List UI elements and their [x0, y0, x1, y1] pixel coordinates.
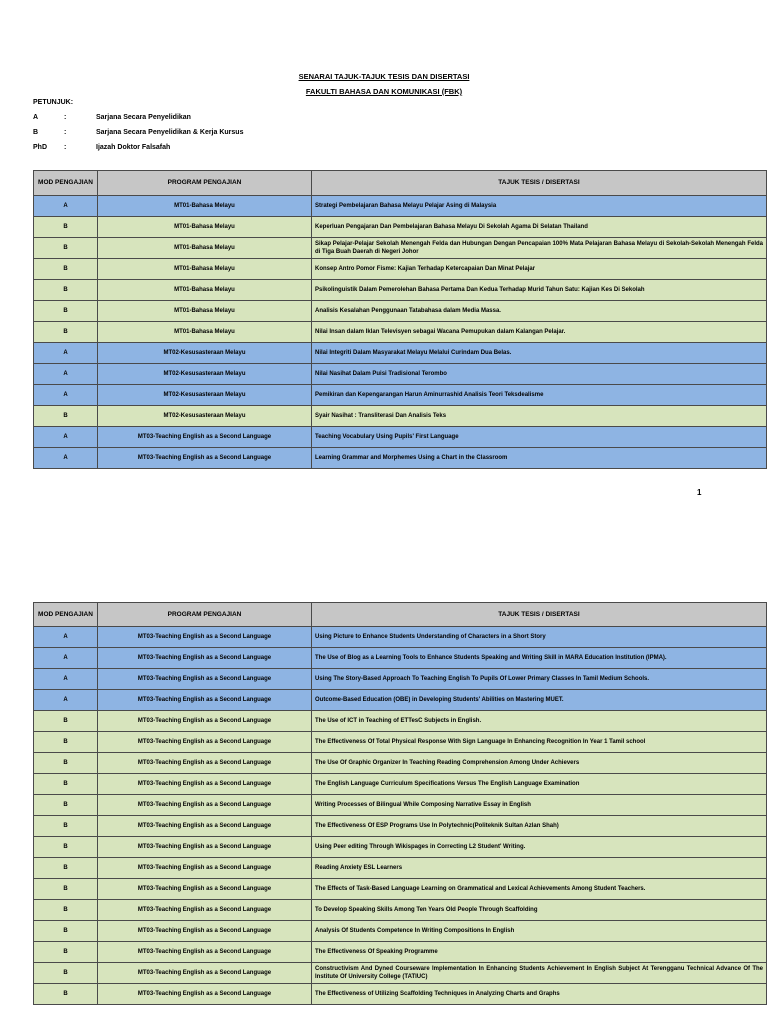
cell-title: Analisis Kesalahan Penggunaan Tatabahasa dalam Media Massa.: [312, 301, 767, 322]
cell-program: MT01-Bahasa Melayu: [98, 322, 312, 343]
cell-mod: A: [34, 343, 98, 364]
cell-title: The English Language Curriculum Specifications Versus The English Language Examination: [312, 774, 767, 795]
cell-program: MT01-Bahasa Melayu: [98, 196, 312, 217]
table-row: [34, 732, 767, 753]
cell-title: The Effectiveness Of ESP Programs Use In Polytechnic(Politeknik Sultan Azlan Shah): [312, 816, 767, 837]
cell-program: MT01-Bahasa Melayu: [98, 259, 312, 280]
table-row: [34, 280, 767, 301]
cell-title: Analysis Of Students Competence In Writing Compositions In English: [312, 921, 767, 942]
cell-mod: B: [34, 322, 98, 343]
table-row: [34, 795, 767, 816]
cell-title: Using Peer editing Through Wikispages in Correcting L2 Student' Writing.: [312, 837, 767, 858]
faculty-title: FAKULTI BAHASA DAN KOMUNIKASI (FBK): [305, 87, 463, 96]
table-row: [34, 669, 767, 690]
cell-title: To Develop Speaking Skills Among Ten Years Old People Through Scaffolding: [312, 900, 767, 921]
cell-program: MT03-Teaching English as a Second Language: [98, 690, 312, 711]
cell-program: MT02-Kesusasteraan Melayu: [98, 385, 312, 406]
legend-code: PhD: [33, 144, 47, 151]
table-header-row: [34, 171, 767, 196]
cell-mod: B: [34, 406, 98, 427]
cell-title: Learning Grammar and Morphemes Using a Chart in the Classroom: [312, 448, 767, 469]
cell-title: The Effectiveness Of Speaking Programme: [312, 942, 767, 963]
cell-title: Pemikiran dan Kepengarangan Harun Aminurrashid Analisis Teori Teksdealisme: [312, 385, 767, 406]
cell-mod: B: [34, 816, 98, 837]
legend-code: B: [33, 129, 39, 136]
cell-title: Nilai Integriti Dalam Masyarakat Melayu Melalui Curindam Dua Belas.: [312, 343, 767, 364]
cell-title: Syair Nasihat : Transliterasi Dan Analisis Teks: [312, 406, 767, 427]
legend-description: Ijazah Doktor Falsafah: [96, 144, 171, 151]
cell-mod: B: [34, 753, 98, 774]
cell-program: MT03-Teaching English as a Second Language: [98, 448, 312, 469]
table-row: [34, 774, 767, 795]
cell-mod: B: [34, 837, 98, 858]
cell-mod: B: [34, 238, 98, 259]
cell-program: MT02-Kesusasteraan Melayu: [98, 364, 312, 385]
cell-title: Nilai Nasihat Dalam Puisi Tradisional Terombo: [312, 364, 767, 385]
instructions-label: PETUNJUK:: [33, 99, 74, 106]
cell-program: MT03-Teaching English as a Second Language: [98, 427, 312, 448]
table-row: [34, 711, 767, 732]
document-page-2: [0, 602, 768, 1024]
table-row: [34, 858, 767, 879]
cell-program: MT03-Teaching English as a Second Language: [98, 648, 312, 669]
cell-title: The Effectiveness Of Total Physical Response With Sign Language In Enhancing Recognition In Year 1 Tamil school: [312, 732, 767, 753]
table-row: [34, 837, 767, 858]
cell-program: MT02-Kesusasteraan Melayu: [98, 406, 312, 427]
table-row: [34, 343, 767, 364]
cell-program: MT01-Bahasa Melayu: [98, 217, 312, 238]
cell-title: The Use of ICT in Teaching of ETTesC Subjects in English.: [312, 711, 767, 732]
header-program: PROGRAM PENGAJIAN: [98, 171, 312, 196]
cell-mod: B: [34, 921, 98, 942]
table-row: [34, 448, 767, 469]
cell-mod: B: [34, 711, 98, 732]
cell-program: MT03-Teaching English as a Second Language: [98, 921, 312, 942]
header-program: PROGRAM PENGAJIAN: [98, 603, 312, 627]
cell-mod: B: [34, 795, 98, 816]
cell-title: The Use Of Graphic Organizer In Teaching Reading Comprehension Among Under Achievers: [312, 753, 767, 774]
cell-program: MT03-Teaching English as a Second Language: [98, 816, 312, 837]
legend-row: [33, 110, 243, 125]
table-row: [34, 627, 767, 648]
cell-title: Reading Anxiety ESL Learners: [312, 858, 767, 879]
thesis-table-2: [33, 602, 767, 1005]
cell-program: MT03-Teaching English as a Second Language: [98, 753, 312, 774]
cell-program: MT03-Teaching English as a Second Language: [98, 858, 312, 879]
table-row: [34, 406, 767, 427]
cell-mod: A: [34, 385, 98, 406]
legend-separator: :: [64, 129, 67, 136]
instructions-block: [33, 99, 243, 155]
cell-title: Constructivism And Dyned Courseware Implementation In Enhancing Students Achievement In English Subject At Terengganu Technical Advance Of The Institute Of University College (TATIUC): [312, 963, 767, 984]
cell-mod: A: [34, 669, 98, 690]
table-row: [34, 900, 767, 921]
cell-title: The Effects of Task-Based Language Learning on Grammatical and Lexical Achievements Among Student Teachers.: [312, 879, 767, 900]
cell-title: Teaching Vocabulary Using Pupils' First Language: [312, 427, 767, 448]
cell-mod: B: [34, 774, 98, 795]
cell-program: MT03-Teaching English as a Second Language: [98, 942, 312, 963]
table-row: [34, 921, 767, 942]
cell-program: MT03-Teaching English as a Second Language: [98, 732, 312, 753]
thesis-table-1: [33, 170, 767, 469]
cell-mod: A: [34, 627, 98, 648]
cell-title: Sikap Pelajar-Pelajar Sekolah Menengah Felda dan Hubungan Dengan Pencapaian 100% Mata Pelajaran Bahasa Melayu di Sekolah-Sekolah Menengah Felda di Tiga Buah Daerah di Negeri Johor: [312, 238, 767, 259]
cell-program: MT03-Teaching English as a Second Language: [98, 774, 312, 795]
cell-program: MT03-Teaching English as a Second Language: [98, 795, 312, 816]
table-row: [34, 879, 767, 900]
header-mod: MOD PENGAJIAN: [34, 171, 98, 196]
cell-program: MT02-Kesusasteraan Melayu: [98, 343, 312, 364]
cell-title: Using The Story-Based Approach To Teaching English To Pupils Of Lower Primary Classes In Tamil Medium Schools.: [312, 669, 767, 690]
cell-program: MT03-Teaching English as a Second Language: [98, 837, 312, 858]
cell-mod: A: [34, 427, 98, 448]
cell-mod: A: [34, 648, 98, 669]
cell-program: MT01-Bahasa Melayu: [98, 238, 312, 259]
cell-program: MT03-Teaching English as a Second Language: [98, 879, 312, 900]
cell-mod: B: [34, 942, 98, 963]
table-header-row: [34, 603, 767, 627]
legend-description: Sarjana Secara Penyelidikan & Kerja Kursus: [96, 129, 244, 136]
cell-mod: B: [34, 984, 98, 1005]
document-title: SENARAI TAJUK-TAJUK TESIS DAN DISERTASI: [298, 72, 470, 81]
legend-separator: :: [64, 144, 67, 151]
table-row: [34, 259, 767, 280]
cell-mod: B: [34, 963, 98, 984]
table-row: [34, 648, 767, 669]
cell-program: MT01-Bahasa Melayu: [98, 301, 312, 322]
cell-program: MT03-Teaching English as a Second Language: [98, 627, 312, 648]
cell-program: MT01-Bahasa Melayu: [98, 280, 312, 301]
cell-title: Using Picture to Enhance Students Understanding of Characters in a Short Story: [312, 627, 767, 648]
header-title: TAJUK TESIS / DISERTASI: [312, 603, 767, 627]
table-row: [34, 364, 767, 385]
cell-mod: A: [34, 196, 98, 217]
cell-title: The Effectiveness of Utilizing Scaffolding Techniques in Analyzing Charts and Graphs: [312, 984, 767, 1005]
cell-program: MT03-Teaching English as a Second Language: [98, 900, 312, 921]
cell-title: Keperluan Pengajaran Dan Pembelajaran Bahasa Melayu Di Sekolah Agama Di Selatan Thailand: [312, 217, 767, 238]
cell-mod: B: [34, 879, 98, 900]
header-mod: MOD PENGAJIAN: [34, 603, 98, 627]
cell-title: Strategi Pembelajaran Bahasa Melayu Pelajar Asing di Malaysia: [312, 196, 767, 217]
cell-title: Outcome-Based Education (OBE) in Developing Students' Abilities on Mastering MUET.: [312, 690, 767, 711]
cell-mod: A: [34, 448, 98, 469]
cell-title: Writing Processes of Bilingual While Composing Narrative Essay in English: [312, 795, 767, 816]
cell-program: MT03-Teaching English as a Second Language: [98, 711, 312, 732]
cell-program: MT03-Teaching English as a Second Language: [98, 984, 312, 1005]
cell-mod: B: [34, 858, 98, 879]
table-row: [34, 301, 767, 322]
cell-program: MT03-Teaching English as a Second Language: [98, 669, 312, 690]
table-row: [34, 984, 767, 1005]
page-number: 1: [697, 488, 702, 497]
table-row: [34, 238, 767, 259]
legend-row: [33, 140, 243, 155]
cell-mod: B: [34, 280, 98, 301]
table-row: [34, 753, 767, 774]
table-row: [34, 690, 767, 711]
cell-mod: B: [34, 732, 98, 753]
cell-title: Psikolinguistik Dalam Pemerolehan Bahasa Pertama Dan Kedua Terhadap Murid Tahun Satu: Kajian Kes Di Sekolah: [312, 280, 767, 301]
legend-separator: :: [64, 114, 67, 121]
legend-row: [33, 125, 243, 140]
cell-mod: B: [34, 259, 98, 280]
table-row: [34, 196, 767, 217]
legend-code: A: [33, 114, 39, 121]
cell-title: The Use of Blog as a Learning Tools to Enhance Students Speaking and Writing Skill in MARA Education Institution (IPMA).: [312, 648, 767, 669]
cell-title: Nilai Insan dalam Iklan Televisyen sebagai Wacana Pemupukan dalam Kalangan Pelajar.: [312, 322, 767, 343]
cell-program: MT03-Teaching English as a Second Language: [98, 963, 312, 984]
table-row: [34, 816, 767, 837]
table-row: [34, 385, 767, 406]
cell-mod: A: [34, 364, 98, 385]
table-row: [34, 942, 767, 963]
cell-mod: B: [34, 217, 98, 238]
table-row: [34, 322, 767, 343]
cell-title: Konsep Antro Pomor Fisme: Kajian Terhadap Ketercapaian Dan Minat Pelajar: [312, 259, 767, 280]
table-row: [34, 217, 767, 238]
cell-mod: A: [34, 690, 98, 711]
cell-mod: B: [34, 900, 98, 921]
legend-description: Sarjana Secara Penyelidikan: [96, 114, 191, 121]
table-row: [34, 963, 767, 984]
cell-mod: B: [34, 301, 98, 322]
table-row: [34, 427, 767, 448]
header-title: TAJUK TESIS / DISERTASI: [312, 171, 767, 196]
